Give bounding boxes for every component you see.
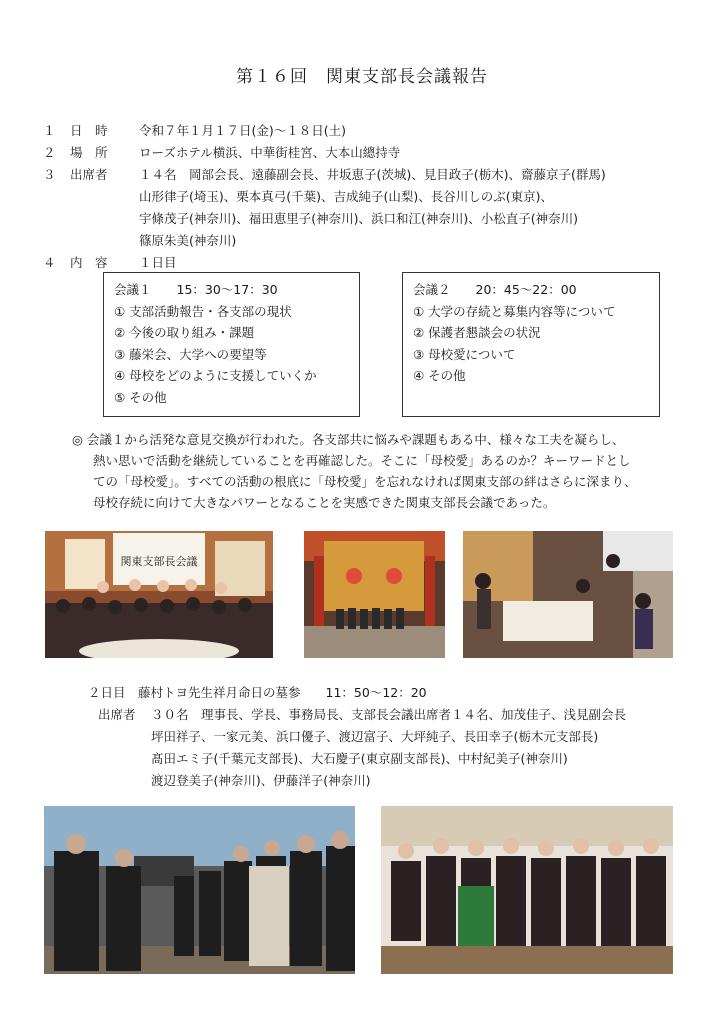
meeting1-header: 会議１ 15：30～17：30 (114, 282, 278, 297)
temple-group-photo (304, 531, 445, 658)
attendees-line: 篠原朱美(神奈川) (139, 233, 237, 248)
meeting1-item: ⑤ その他 (114, 389, 167, 405)
meeting-room-photo (463, 531, 673, 658)
place-value: ローズホテル横浜、中華街桂宮、大本山總持寺 (139, 145, 401, 160)
date-label: 日 時 (70, 123, 108, 138)
attendees-label: 出席者 (70, 167, 108, 182)
meeting1-item: ④ 母校をどのように支援していくか (114, 368, 317, 383)
day1-label: １日目 (139, 255, 177, 270)
photo-banner-text: 関東支部長会議 (120, 555, 198, 568)
summary-line: ての「母校愛」。すべての活動の根底に「母校愛」を忘れなければ関東支部の絆はさらに深まり、 (93, 474, 637, 489)
meeting2-item: ② 保護者懇談会の状況 (413, 325, 541, 340)
content-label: 内 容 (70, 255, 108, 270)
grave-visit-photo (44, 806, 355, 974)
day2-header: ２日目 藤村トヨ先生祥月命日の墓参 11：50～12：20 (88, 685, 427, 700)
day2-attendees-line: 坪田祥子、一家元美、浜口優子、渡辺富子、大坪純子、長田幸子(栃木元支部長) (151, 729, 599, 744)
attendees-line: 宇條茂子(神奈川)、福田恵里子(神奈川)、浜口和江(神奈川)、小松直子(神奈川) (139, 211, 579, 226)
summary-line: ◎ 会議１から活発な意見交換が行われた。各支部共に悩みや課題もある中、様々な工夫を凝らし、 (72, 432, 625, 447)
page-title: 第１６回 関東支部長会議報告 (236, 67, 488, 87)
meeting2-item: ③ 母校愛について (413, 346, 516, 362)
meeting1-item: ③ 藤栄会、大学への要望等 (114, 346, 267, 362)
attendees-line: 山形律子(埼玉)、栗本真弓(千葉)、吉成純子(山梨)、長谷川しのぶ(東京)、 (139, 189, 554, 204)
day2-attendees-line: ３０名 理事長、学長、事務局長、支部長会議出席者１４名、加茂佳子、浅見副会長 (151, 707, 627, 722)
attendees-number: ３ (43, 167, 56, 182)
meeting2-item: ① 大学の存続と募集内容等について (413, 303, 616, 319)
meeting2-header: 会議２ 20：45～22：00 (413, 282, 577, 297)
meeting1-item: ① 支部活動報告・各支部の現状 (114, 303, 292, 319)
place-number: ２ (43, 145, 56, 160)
summary-line: 母校存続に向けて大きなパワーとなることを実感できた関東支部長会議であった。 (93, 495, 556, 510)
summary-line: 熱い思いで活動を継続していることを再確認した。そこに「母校愛」あるのか？キーワードとし (93, 453, 631, 468)
date-value: 令和７年１月１７日(金)～１８日(土) (139, 123, 347, 138)
place-label: 場 所 (70, 145, 108, 160)
date-number: １ (43, 123, 56, 138)
meeting1-item: ② 今後の取り組み・課題 (114, 325, 255, 340)
group-photo-meeting (45, 531, 273, 658)
day2-attendees-line: 渡辺登美子(神奈川)、伊藤洋子(神奈川) (151, 773, 371, 788)
meeting2-box (402, 272, 660, 417)
day2-attendees-line: 髙田エミ子(千葉元支部長)、大石慶子(東京副支部長)、中村紀美子(神奈川) (151, 751, 568, 766)
meeting2-item: ④ その他 (413, 368, 466, 383)
content-number: ４ (43, 255, 56, 270)
temple-interior-group-photo (381, 806, 673, 974)
attendees-line: １４名 岡部会長、遠藤副会長、井坂恵子(茨城)、見目政子(栃木)、齋藤京子(群馬) (139, 167, 606, 182)
day2-attendees-label: 出席者 (98, 707, 136, 722)
meeting1-box (103, 272, 360, 417)
